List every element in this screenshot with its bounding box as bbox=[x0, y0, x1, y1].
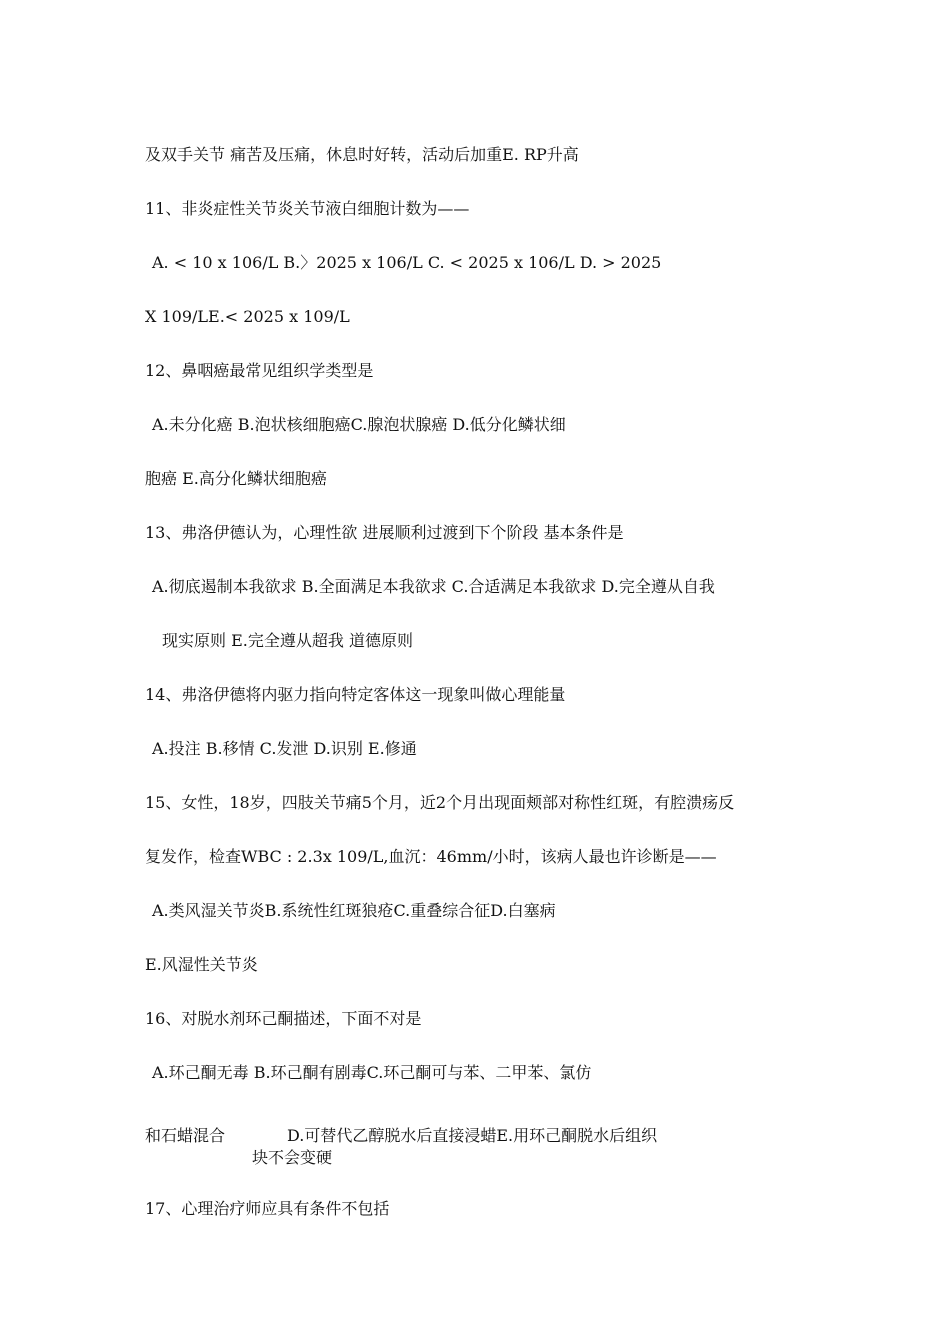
question-15: 15、女性，18岁，四肢关节痛5个月，近2个月出现面颊部对称性红斑，有腔溃疡反 bbox=[145, 793, 735, 812]
options-line: 块不会变硬 bbox=[252, 1148, 333, 1167]
question-14: 14、弗洛伊德将内驱力指向特定客体这一现象叫做心理能量 bbox=[145, 685, 566, 704]
question-13: 13、弗洛伊德认为，心理性欲 进展顺利过渡到下个阶段 基本条件是 bbox=[145, 523, 624, 542]
question-11: 11、非炎症性关节炎关节液白细胞计数为—— bbox=[145, 199, 470, 218]
options-line: 和石蜡混合 bbox=[145, 1126, 226, 1145]
text-line: 及双手关节 痛苦及压痛，休息时好转，活动后加重E. RP升高 bbox=[145, 145, 579, 164]
options-line: A.类风湿关节炎B.系统性红斑狼疮C.重叠综合征D.白塞病 bbox=[152, 901, 556, 920]
options-line: A.环己酮无毒 B.环己酮有剧毒C.环己酮可与苯、二甲苯、氯仿 bbox=[152, 1063, 592, 1082]
options-line: 现实原则 E.完全遵从超我 道德原则 bbox=[162, 631, 413, 650]
options-line: A. < 10 x 106/L B.〉2025 x 106/L C. < 2025 x 106/L D. > 2025 bbox=[152, 253, 662, 272]
question-15-continued: 复发作，检查WBC : 2.3x 109/L,血沉：46mm/小时，该病人最也许诊断是—— bbox=[145, 847, 717, 866]
question-16: 16、对脱水剂环己酮描述，下面不对是 bbox=[145, 1009, 422, 1028]
options-line: X 109/LE.< 2025 x 109/L bbox=[145, 307, 350, 326]
question-12: 12、鼻咽癌最常见组织学类型是 bbox=[145, 361, 374, 380]
options-line: A.未分化癌 B.泡状核细胞癌C.腺泡状腺癌 D.低分化鳞状细 bbox=[152, 415, 566, 434]
options-line: E.风湿性关节炎 bbox=[145, 955, 258, 974]
options-line: D.可替代乙醇脱水后直接浸蜡E.用环己酮脱水后组织 bbox=[287, 1126, 658, 1145]
options-line: A.投注 B.移情 C.发泄 D.识别 E.修通 bbox=[152, 739, 417, 758]
question-17: 17、心理治疗师应具有条件不包括 bbox=[145, 1199, 390, 1218]
options-line: A.彻底遏制本我欲求 B.全面满足本我欲求 C.合适满足本我欲求 D.完全遵从自我 bbox=[152, 577, 715, 596]
options-line: 胞癌 E.高分化鳞状细胞癌 bbox=[145, 469, 327, 488]
